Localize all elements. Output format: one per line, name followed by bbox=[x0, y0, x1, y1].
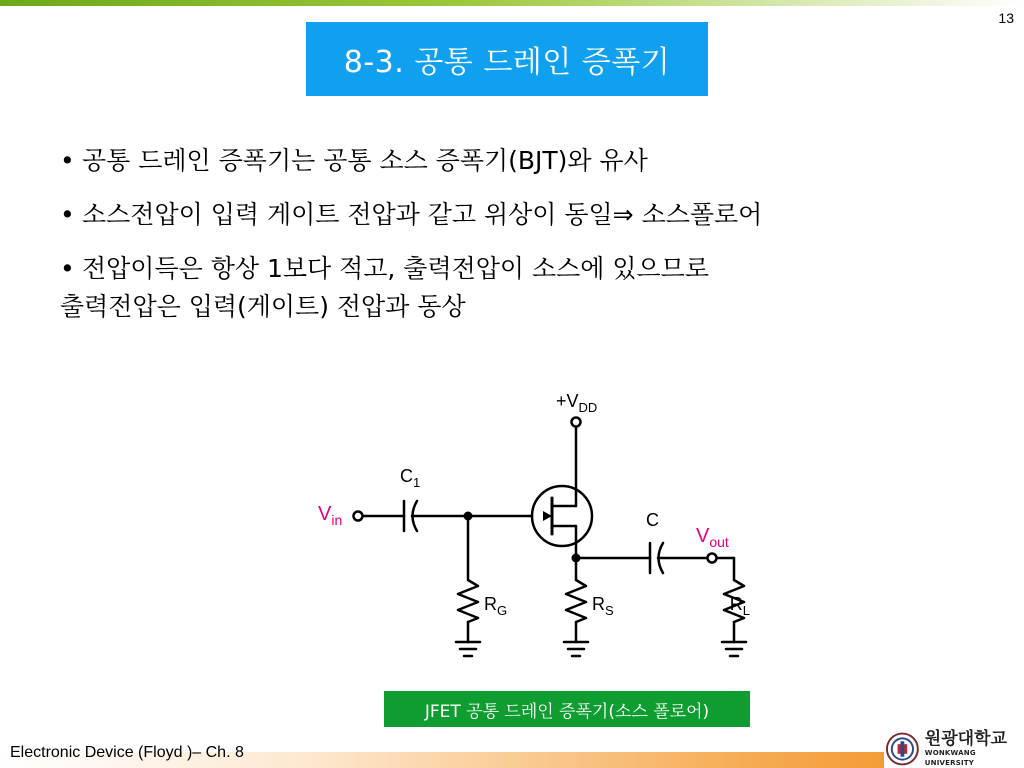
figure-caption-box bbox=[384, 691, 750, 727]
bullet-text: 공통 드레인 증폭기는 공통 소스 증폭기(BJT)와 유사 bbox=[82, 146, 648, 175]
bullet-item bbox=[60, 142, 1000, 180]
bullet-list bbox=[60, 142, 1000, 326]
university-logo bbox=[884, 730, 1024, 768]
bullet-item bbox=[60, 196, 1000, 234]
c1-label: $C_1$ bbox=[400, 466, 421, 490]
university-seal-icon bbox=[886, 732, 919, 766]
bullet-text: 소스전압이 입력 게이트 전압과 같고 위상이 동일⇒ 소스폴로어 bbox=[82, 200, 763, 229]
bullet-item bbox=[60, 250, 1000, 326]
junction-dot bbox=[464, 512, 473, 521]
ground-icon bbox=[564, 642, 588, 656]
rg-label: $R_G$ bbox=[484, 594, 508, 618]
bullet-dot: • bbox=[60, 146, 75, 175]
rs-resistor bbox=[566, 580, 586, 622]
bullet-text: 전압이득은 항상 1보다 적고, 출력전압이 소스에 있으므로 bbox=[82, 254, 709, 283]
vin-label: $V_{in}$ bbox=[318, 503, 343, 528]
ground-icon bbox=[722, 642, 746, 656]
bullet-continuation: 출력전압은 입력(게이트) 전압과 동상 bbox=[60, 292, 466, 321]
jfet-symbol bbox=[532, 486, 592, 546]
vdd-label: $+V_{DD}$ bbox=[556, 391, 598, 415]
footer-course-label: Electronic Device (Floyd )– Ch. 8 bbox=[10, 744, 244, 761]
page-number: 13 bbox=[998, 10, 1014, 26]
c-label: C bbox=[646, 510, 659, 530]
vout-label: $V_{out}$ bbox=[696, 525, 729, 550]
slide-title: 8-3. 공통 드레인 증폭기 bbox=[343, 45, 671, 80]
top-accent-bar bbox=[0, 0, 1024, 6]
vdd-terminal bbox=[572, 418, 581, 427]
rl-label: $R_L$ bbox=[729, 594, 750, 618]
slide-title-box bbox=[306, 22, 708, 96]
bullet-dot: • bbox=[60, 200, 75, 229]
bullet-dot: • bbox=[60, 254, 75, 283]
vin-terminal bbox=[354, 512, 363, 521]
vout-terminal bbox=[708, 554, 717, 563]
common-drain-circuit-diagram bbox=[300, 380, 760, 680]
rs-label: $R_S$ bbox=[592, 594, 614, 618]
junction-dot bbox=[572, 554, 581, 563]
logo-english-name: WONKWANG UNIVERSITY bbox=[924, 749, 976, 767]
logo-name: 원광대학교 bbox=[924, 729, 1007, 749]
figure-caption: JFET 공통 드레인 증폭기(소스 폴로어) bbox=[424, 701, 710, 722]
ground-icon bbox=[456, 642, 480, 656]
rg-resistor bbox=[458, 580, 478, 622]
